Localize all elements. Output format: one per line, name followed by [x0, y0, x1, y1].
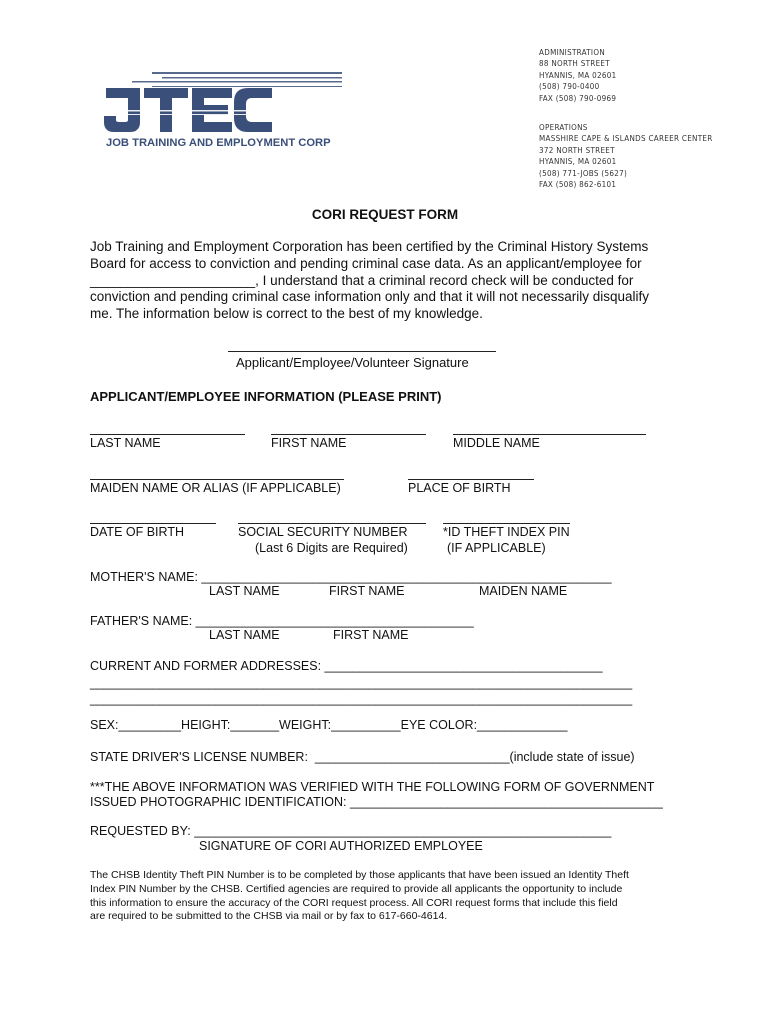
last-name-field[interactable]	[90, 434, 245, 435]
chsb-notes	[90, 869, 690, 924]
intro-line: Board for access to conviction and pending criminal case data. As an applicant/employee for	[90, 255, 642, 271]
section-heading: APPLICANT/EMPLOYEE INFORMATION (PLEASE PRINT)	[90, 389, 442, 404]
admin-line: ADMINISTRATION	[539, 48, 606, 57]
place-of-birth-label: PLACE OF BIRTH	[408, 481, 511, 495]
note-line: this information to ensure the accuracy of the CORI request process. All CORI request forms that include this field	[90, 896, 618, 909]
intro-line: Job Training and Employment Corporation has been certified by the Criminal History Systems	[90, 239, 649, 254]
address-line[interactable]: ______________________________________________________________________________	[90, 692, 633, 706]
id-pin-field[interactable]	[443, 523, 570, 524]
note-line: are required to be submitted to the CHSB via mail or by fax to 617-660-4614.	[90, 910, 448, 923]
form-title: CORI REQUEST FORM	[311, 207, 459, 222]
intro-line: conviction and pending criminal case information only and that it will not necessarily disqualify	[90, 289, 650, 305]
first-name-label: FIRST NAME	[271, 436, 347, 450]
photo-id-field[interactable]: ISSUED PHOTOGRAPHIC IDENTIFICATION: _____________________________________________	[90, 795, 663, 809]
ops-line: (508) 771-JOBS (5627)	[539, 168, 628, 178]
maiden-alias-field[interactable]	[90, 479, 344, 480]
intro-paragraph	[90, 239, 690, 323]
operations-address	[539, 122, 713, 190]
requested-by-signature-label: SIGNATURE OF CORI AUTHORIZED EMPLOYEE	[199, 839, 483, 853]
intro-line: me. The information below is correct to the best of my knowledge.	[90, 306, 483, 322]
ops-line: HYANNIS, MA 02601	[539, 157, 617, 167]
admin-line: HYANNIS, MA 02601	[539, 70, 617, 80]
mother-maiden-label: MAIDEN NAME	[479, 584, 568, 598]
mothers-name-field[interactable]: MOTHER'S NAME: ___________________________________________________________	[90, 570, 612, 584]
signature-line[interactable]	[228, 351, 496, 352]
mother-first-label: FIRST NAME	[329, 584, 405, 598]
father-last-label: LAST NAME	[209, 628, 280, 642]
id-pin-label: *ID THEFT INDEX PIN	[443, 525, 570, 539]
signature-label: Applicant/Employee/Volunteer Signature	[236, 355, 469, 370]
drivers-license-field[interactable]: STATE DRIVER'S LICENSE NUMBER: ____________________________(include state of issue)	[90, 750, 635, 764]
id-pin-note: (IF APPLICABLE)	[447, 541, 546, 555]
maiden-alias-label: MAIDEN NAME OR ALIAS (IF APPLICABLE)	[90, 481, 341, 495]
physical-description-field[interactable]: SEX:_________HEIGHT:_______WEIGHT:__________EYE COLOR:_____________	[90, 718, 568, 732]
ssn-note: (Last 6 Digits are Required)	[255, 541, 408, 555]
ops-line: OPERATIONS	[539, 123, 588, 132]
date-of-birth-label: DATE OF BIRTH	[90, 525, 184, 539]
addresses-field[interactable]: CURRENT AND FORMER ADDRESSES: ________________________________________	[90, 659, 603, 673]
middle-name-field[interactable]	[453, 434, 646, 435]
middle-name-label: MIDDLE NAME	[453, 436, 540, 450]
requested-by-field[interactable]: REQUESTED BY: ____________________________________________________________	[90, 824, 612, 838]
last-name-label: LAST NAME	[90, 436, 161, 450]
admin-line: FAX (508) 790-0969	[539, 93, 617, 103]
ops-line: MASSHIRE CAPE & ISLANDS CAREER CENTER	[539, 134, 713, 144]
note-line: The CHSB Identity Theft PIN Number is to be completed by those applicants that have been issued an Identity Theft	[90, 869, 629, 881]
mother-last-label: LAST NAME	[209, 584, 280, 598]
logo-subtitle: JOB TRAINING AND EMPLOYMENT CORP	[106, 137, 331, 149]
father-first-label: FIRST NAME	[333, 628, 409, 642]
note-line: Index PIN Number by the CHSB. Certified agencies are required to provide all applicants the opportunity to include	[90, 882, 623, 895]
ssn-field[interactable]	[238, 523, 426, 524]
administration-address	[539, 47, 617, 104]
ops-line: 372 NORTH STREET	[539, 145, 615, 155]
jtec-logo	[92, 66, 354, 170]
ssn-label: SOCIAL SECURITY NUMBER	[238, 525, 408, 539]
jtec-logo-graphic	[92, 66, 354, 170]
ops-line: FAX (508) 862-6101	[539, 180, 617, 190]
verified-statement: ***THE ABOVE INFORMATION WAS VERIFIED WITH THE FOLLOWING FORM OF GOVERNMENT	[90, 780, 655, 794]
address-line[interactable]: ______________________________________________________________________________	[90, 676, 633, 690]
place-of-birth-field[interactable]	[408, 479, 534, 480]
fathers-name-field[interactable]: FATHER'S NAME: ________________________________________	[90, 614, 474, 628]
intro-line[interactable]: ______________________, I understand that a criminal record check will be conducted for	[90, 272, 634, 288]
admin-line: (508) 790-0400	[539, 82, 600, 92]
date-of-birth-field[interactable]	[90, 523, 216, 524]
first-name-field[interactable]	[271, 434, 426, 435]
admin-line: 88 NORTH STREET	[539, 59, 610, 69]
